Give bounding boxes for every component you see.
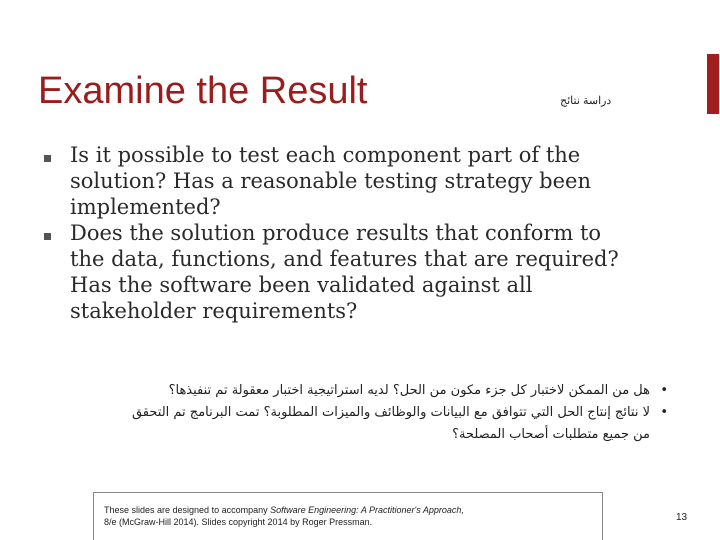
arabic-point xyxy=(90,380,668,402)
footer-intro: These slides are designed to accompany xyxy=(104,505,271,515)
slide-number: 13 xyxy=(676,512,688,523)
square-bullet-icon xyxy=(44,155,51,162)
arabic-text: هل من الممكن لاختبار كل جزء مكون من الحل؟ لديه استراتيجية اختبار معقولة تم تنفيذها؟ xyxy=(168,383,650,398)
bullet-text: Does the solution produce results that conform to the data, functions, and features that are required? Has the software been validated against all stakeholder requirements? xyxy=(70,221,619,323)
arabic-continuation: من جميع متطلبات أصحاب المصلحة؟ xyxy=(452,427,650,442)
dot-bullet-icon: • xyxy=(660,405,668,420)
footer-copyright xyxy=(104,504,594,528)
bullet-list xyxy=(40,142,630,324)
arabic-translation xyxy=(90,380,668,446)
arabic-subtitle: دراسة نتائج xyxy=(560,95,612,107)
dot-bullet-icon: • xyxy=(660,383,668,398)
footer-edition: 8/e (McGraw-Hill 2014). Slides copyright 2014 by Roger Pressman. xyxy=(104,517,373,527)
arabic-point xyxy=(90,402,668,424)
arabic-text: لا نتائج إنتاج الحل التي تتوافق مع البيانات والوظائف والميزات المطلوبة؟ تمت البرنامج تم التحقق xyxy=(131,405,650,420)
slide-title: Examine the Result xyxy=(38,70,368,112)
accent-bar xyxy=(707,54,719,114)
square-bullet-icon xyxy=(44,233,51,240)
bullet-text: Is it possible to test each component part of the solution? Has a reasonable testing strategy been implemented? xyxy=(70,143,592,219)
bullet-item xyxy=(40,142,630,220)
footer-book-title: Software Engineering: A Practitioner's Approach, xyxy=(270,505,464,515)
bullet-item xyxy=(40,220,630,324)
